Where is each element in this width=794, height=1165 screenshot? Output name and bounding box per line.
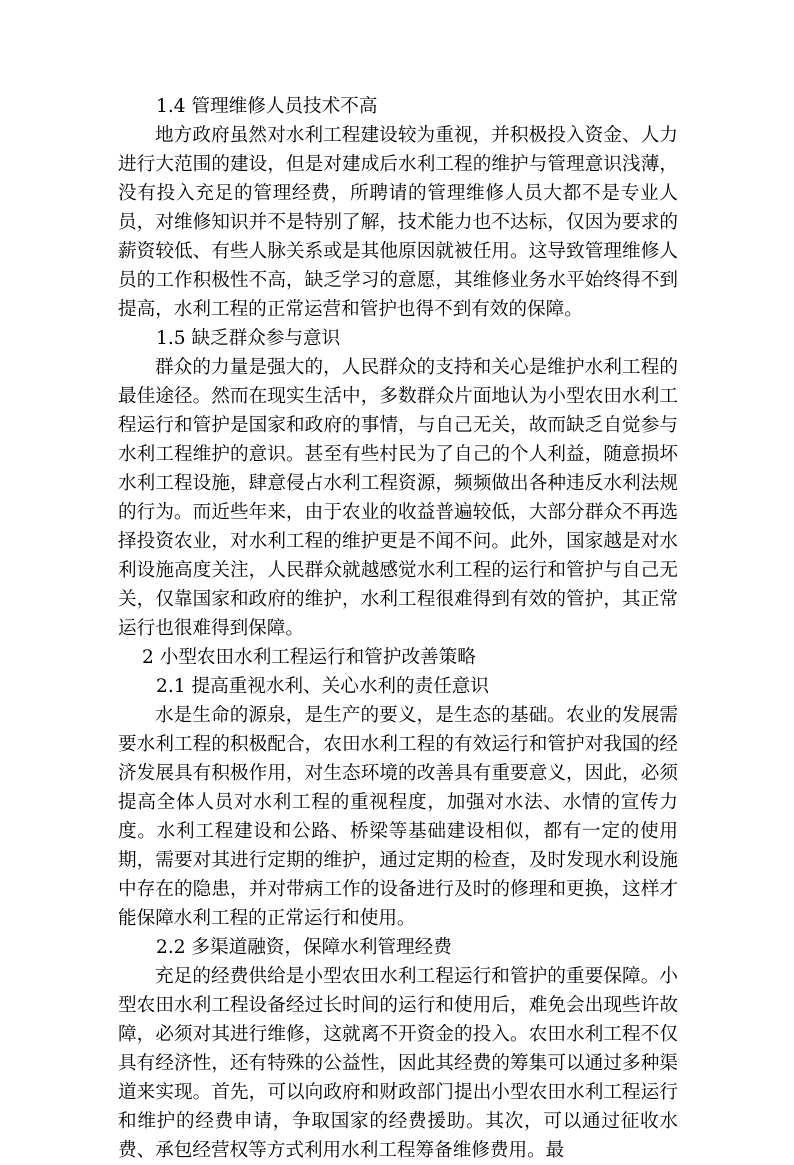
section-heading-2-1: 2.1 提高重视水利、关心水利的责任意识: [156, 676, 489, 697]
section-paragraph-2-2: 充足的经费供给是小型农田水利工程运行和管护的重要保障。小型农田水利工程设备经过长时间的运行和使用后，难免会出现些许故障，必须对其进行维修，这就离不开资金的投入。农田水利工程不仅具有经济性，还有特殊的公益性，因此其经费的筹集可以通过多种渠道来实现。首先，可以向政府和财政部门提出小型农田水利工程运行和维护的经费申请，争取国家的经费援助。其次，可以通过征收水费、承包经营权等方式利用水利工程筹备维修费用。最: [118, 966, 678, 1161]
section-paragraph-2-1: 水是生命的源泉，是生产的要义，是生态的基础。农业的发展需要水利工程的积极配合，农田水利工程的有效运行和管护对我国的经济发展具有积极作用，对生态环境的改善具有重要意义，因此，必须提高全体人员对水利工程的重视程度，加强对水法、水情的宣传力度。水利工程建设和公路、桥梁等基础建设相似，都有一定的使用期，需要对其进行定期的维护，通过定期的检查，及时发现水利设施中存在的隐患，并对带病工作的设备进行及时的修理和更换，这样才能保障水利工程的正常运行和使用。: [118, 705, 678, 929]
document-page: [118, 92, 678, 1165]
section-heading-2-2: 2.2 多渠道融资，保障水利管理经费: [156, 937, 452, 958]
section-paragraph-1-4: 地方政府虽然对水利工程建设较为重视，并积极投入资金、人力进行大范围的建设，但是对建成后水利工程的维护与管理意识浅薄，没有投入充足的管理经费，所聘请的管理维修人员大都不是专业人员，对维修知识并不是特别了解，技术能力也不达标，仅因为要求的薪资较低、有些人脉关系或是其他原因就被任用。这导致管理维修人员的工作积极性不高，缺乏学习的意愿，其维修业务水平始终得不到提高，水利工程的正常运营和管护也得不到有效的保障。: [118, 125, 678, 320]
section-paragraph-1-5: 群众的力量是强大的，人民群众的支持和关心是维护水利工程的最佳途径。然而在现实生活中，多数群众片面地认为小型农田水利工程运行和管护是国家和政府的事情，与自己无关，故而缺乏自觉参与水利工程维护的意识。甚至有些村民为了自己的个人利益，随意损坏水利工程设施，肆意侵占水利工程资源，频频做出各种违反水利法规的行为。而近些年来，由于农业的收益普遍较低，大部分群众不再选择投资农业，对水利工程的维护更是不闻不问。此外，国家越是对水利设施高度关注，人民群众就越感觉水利工程的运行和管护与自己无关，仅靠国家和政府的维护，水利工程很难得到有效的管护，其正常运行也很难得到保障。: [118, 357, 678, 639]
section-heading-1-4: 1.4 管理维修人员技术不高: [156, 96, 378, 117]
chapter-heading-2: 2 小型农田水利工程运行和管护改善策略: [142, 647, 476, 668]
section-heading-1-5: 1.5 缺乏群众参与意识: [156, 328, 341, 349]
